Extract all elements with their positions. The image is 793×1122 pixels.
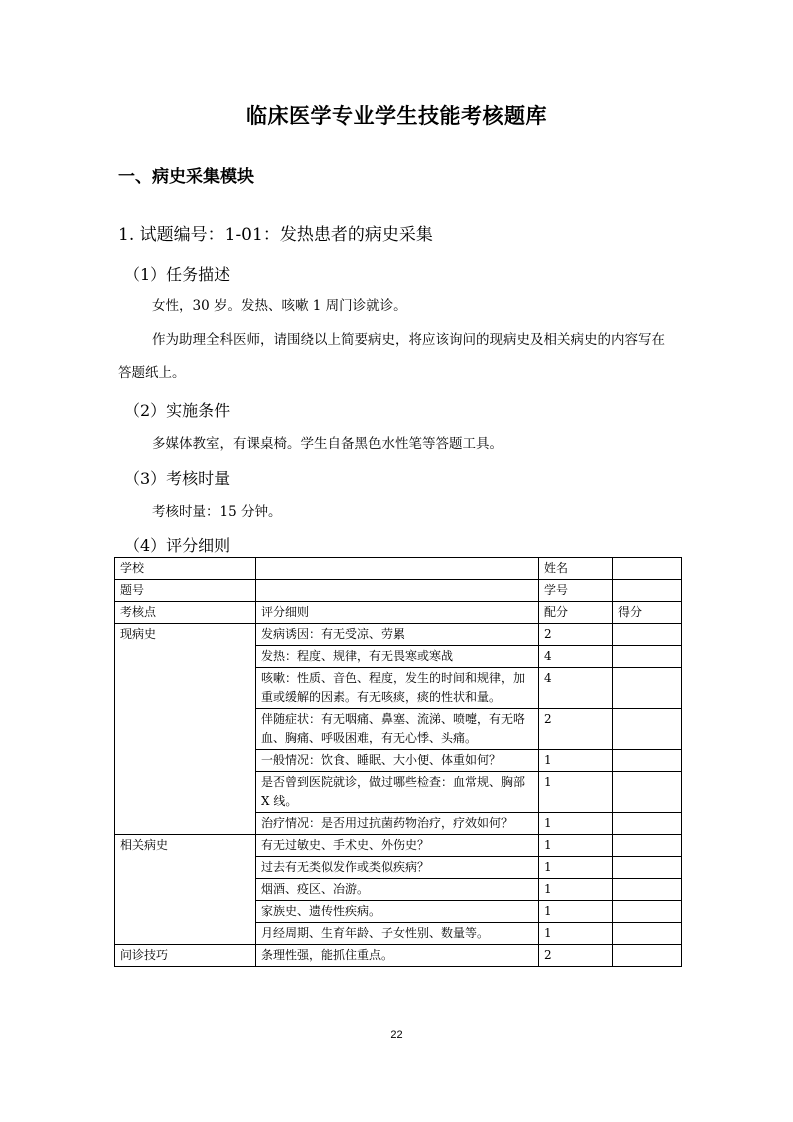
criterion-earned[interactable] [613,901,682,923]
criterion-earned[interactable] [613,772,682,813]
criterion-detail: 家族史、遗传性疾病。 [256,901,539,923]
col-header-got: 得分 [613,602,682,624]
criterion-score: 2 [539,709,613,750]
criterion-earned[interactable] [613,857,682,879]
criterion-detail: 过去有无类似发作或类似疾病？ [256,857,539,879]
time-heading: （3）考核时量 [124,469,231,488]
criterion-score: 1 [539,923,613,945]
criterion-score: 4 [539,646,613,668]
criterion-detail: 发病诱因：有无受凉、劳累 [256,624,539,646]
criterion-earned[interactable] [613,668,682,709]
task-heading: （1）任务描述 [124,265,231,284]
criterion-score: 1 [539,750,613,772]
criterion-score: 1 [539,901,613,923]
criterion-detail: 发热：程度、规律，有无畏寒或寒战 [256,646,539,668]
table-row [115,835,682,857]
group-label-current-illness: 现病史 [115,624,256,835]
col-header-score: 配分 [539,602,613,624]
criterion-detail: 伴随症状：有无咽痛、鼻塞、流涕、喷嚏，有无咯血、胸痛、呼吸困难，有无心悸、头痛。 [256,709,539,750]
conditions-heading: （2）实施条件 [124,401,231,420]
criterion-score: 2 [539,624,613,646]
conditions-paragraph: 多媒体教室，有课桌椅。学生自备黑色水性笔等答题工具。 [152,436,503,452]
id-value[interactable] [613,580,682,602]
criterion-score: 2 [539,945,613,967]
criterion-detail: 一般情况：饮食、睡眠、大小便、体重如何？ [256,750,539,772]
page-number: 22 [390,1029,403,1041]
criterion-detail: 有无过敏史、手术史、外伤史？ [256,835,539,857]
table-row [115,580,682,602]
criterion-score: 1 [539,813,613,835]
criterion-earned[interactable] [613,923,682,945]
task-paragraph-1: 女性，30 岁。发热、咳嗽 1 周门诊就诊。 [152,298,407,314]
scoring-table-body [115,558,682,967]
school-label: 学校 [115,558,256,580]
document-title: 临床医学专业学生技能考核题库 [246,104,547,128]
criterion-detail: 是否曾到医院就诊，做过哪些检查：血常规、胸部 X 线。 [256,772,539,813]
criterion-earned[interactable] [613,646,682,668]
criterion-score: 1 [539,879,613,901]
criterion-score: 1 [539,835,613,857]
task-paragraph-2: 作为助理全科医师，请围绕以上简要病史，将应该询问的现病史及相关病史的内容写在答题纸上。 [118,332,665,381]
table-row [115,558,682,580]
criterion-earned[interactable] [613,624,682,646]
question-heading: 1. 试题编号：1-01：发热患者的病史采集 [118,225,433,245]
criterion-earned[interactable] [613,945,682,967]
section-heading: 一、病史采集模块 [118,167,254,187]
scoring-table [114,557,682,967]
rules-heading: （4）评分细则 [124,536,231,555]
criterion-score: 1 [539,772,613,813]
criterion-earned[interactable] [613,750,682,772]
group-label-interview-skills: 问诊技巧 [115,945,256,967]
criterion-detail: 治疗情况：是否用过抗菌药物治疗，疗效如何？ [256,813,539,835]
table-header-row [115,602,682,624]
group-label-related-history: 相关病史 [115,835,256,945]
criterion-detail: 咳嗽：性质、音色、程度，发生的时间和规律，加重或缓解的因素。有无咳痰，痰的性状和量。 [256,668,539,709]
school-value[interactable] [256,558,539,580]
table-row [115,945,682,967]
qnum-value[interactable] [256,580,539,602]
name-label: 姓名 [539,558,613,580]
criterion-earned[interactable] [613,709,682,750]
criterion-earned[interactable] [613,813,682,835]
id-label: 学号 [539,580,613,602]
qnum-label: 题号 [115,580,256,602]
col-header-point: 考核点 [115,602,256,624]
time-paragraph: 考核时量：15 分钟。 [152,504,282,520]
criterion-earned[interactable] [613,879,682,901]
criterion-detail: 月经周期、生育年龄、子女性别、数量等。 [256,923,539,945]
criterion-detail: 烟酒、疫区、冶游。 [256,879,539,901]
criterion-score: 4 [539,668,613,709]
name-value[interactable] [613,558,682,580]
table-row [115,624,682,646]
criterion-detail: 条理性强，能抓住重点。 [256,945,539,967]
col-header-detail: 评分细则 [256,602,539,624]
criterion-earned[interactable] [613,835,682,857]
criterion-score: 1 [539,857,613,879]
